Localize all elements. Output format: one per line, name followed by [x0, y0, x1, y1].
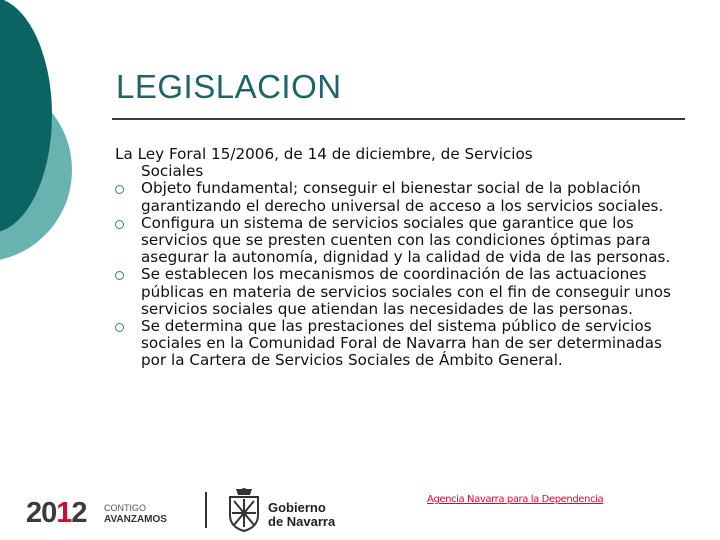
list-item	[115, 215, 675, 267]
list-item-text: Objeto fundamental; conseguir el bienestar social de la población garantizando el derecho universal de acceso a los servicios sociales.	[141, 179, 664, 215]
law-heading-line2: Sociales	[141, 162, 204, 181]
bullet-list	[115, 180, 675, 369]
footer-divider	[205, 492, 207, 528]
navarra-shield-icon	[226, 487, 262, 537]
agency-link[interactable]: Agencia Navarra para la Dependencia	[427, 494, 604, 505]
circle-bullet-icon	[115, 323, 124, 332]
title-divider	[112, 118, 685, 120]
footer-bar	[0, 484, 720, 540]
decorative-shapes	[0, 0, 110, 300]
list-item-text: Se establecen los mecanismos de coordinación de las actuaciones públicas en materia de servicios sociales con el fin de conseguir unos servicios sociales que atiendan las necesidades de las personas.	[141, 265, 671, 318]
circle-bullet-icon	[115, 185, 124, 194]
government-logo-text: Gobierno de Navarra	[268, 500, 336, 529]
list-item-text: Se determina que las prestaciones del sistema público de servicios sociales en la Comunidad Foral de Navarra han de ser determinadas por la Cartera de Servicios Sociales de Ámbito General.	[141, 317, 662, 370]
list-item-text: Configura un sistema de servicios sociales que garantice que los servicios que se presten cuenten con las condiciones óptimas para asegurar la autonomía, dignidad y la calidad de vida de las personas.	[141, 213, 671, 267]
slogan	[104, 503, 167, 525]
list-item	[115, 266, 675, 318]
slogan-line1: CONTIGO	[104, 503, 146, 513]
circle-bullet-icon	[115, 220, 124, 229]
slide-body	[115, 146, 675, 370]
law-heading-line1: La Ley Foral 15/2006, de 14 de diciembre, de Servicios	[115, 145, 533, 163]
list-item	[115, 180, 675, 214]
circle-bullet-icon	[115, 271, 124, 280]
year-logo: 2012	[26, 497, 87, 529]
slogan-line2: AVANZAMOS	[104, 514, 167, 525]
slide-title: LEGISLACION	[116, 68, 342, 105]
law-heading	[115, 146, 675, 180]
list-item	[115, 318, 675, 370]
